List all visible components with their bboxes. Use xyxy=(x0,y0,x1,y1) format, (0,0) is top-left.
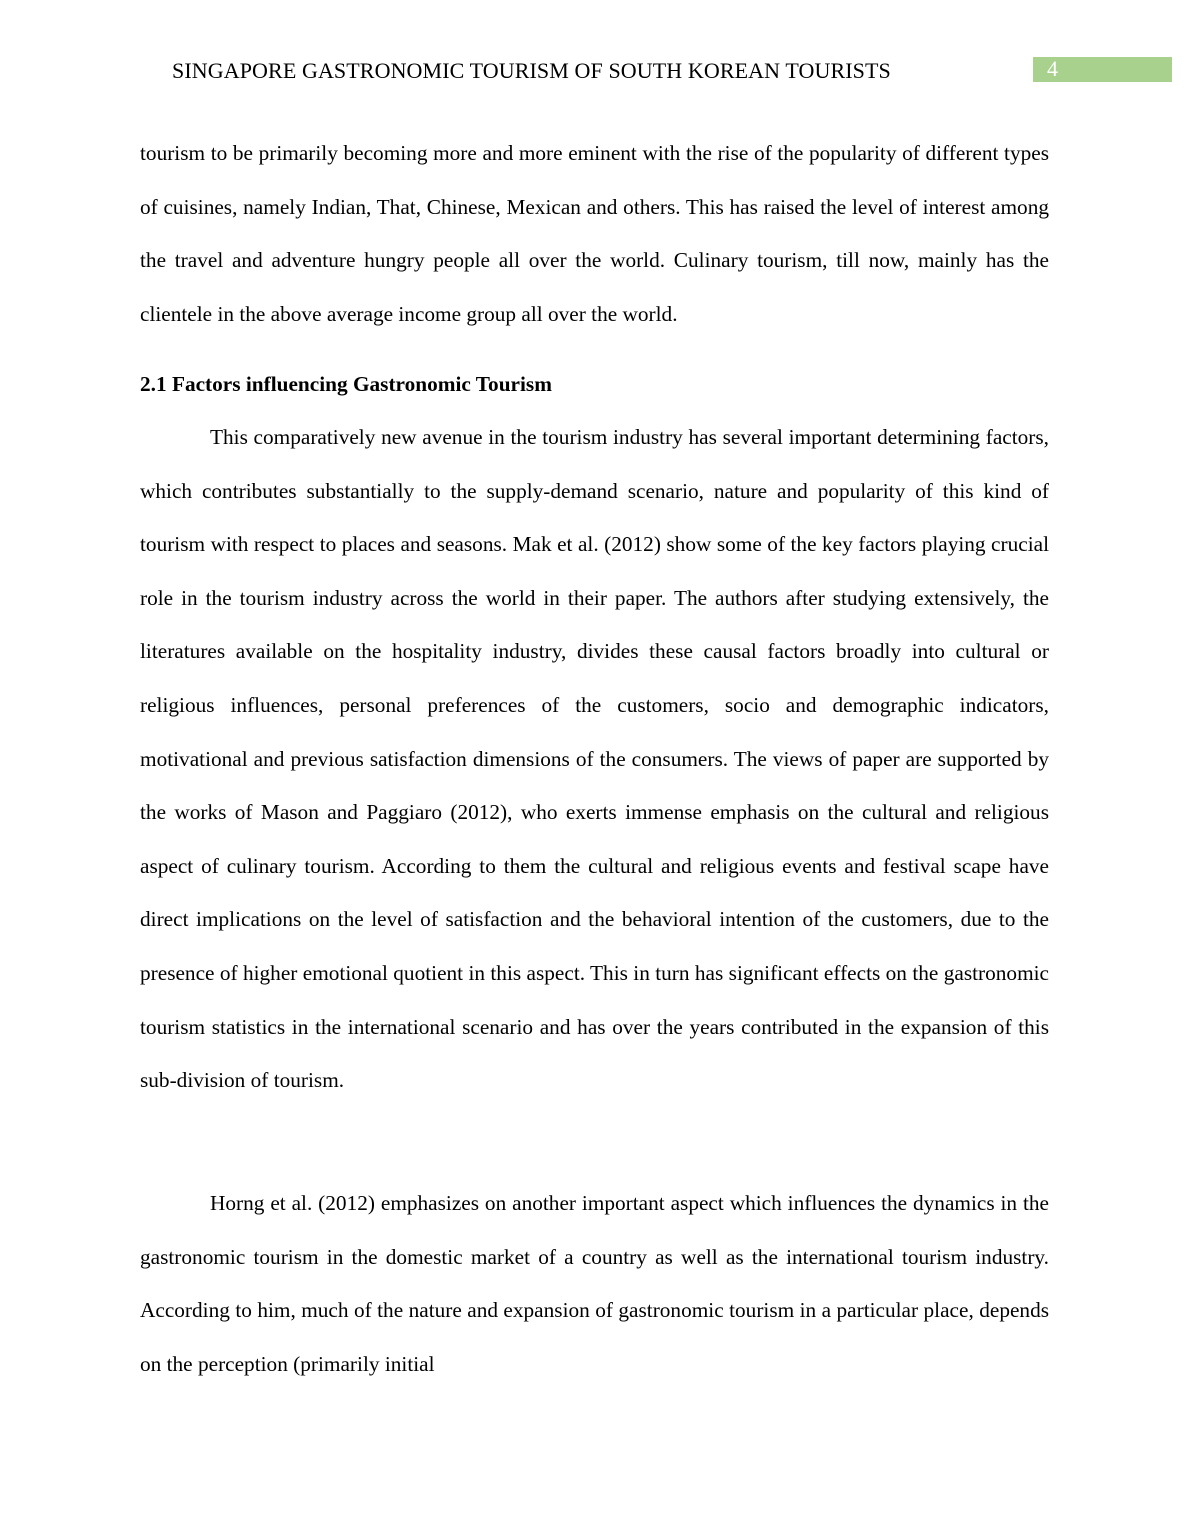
page-number: 4 xyxy=(1047,56,1058,81)
section-heading: 2.1 Factors influencing Gastronomic Tourism xyxy=(140,372,552,396)
page-number-badge xyxy=(1033,57,1172,82)
body-paragraph-1: tourism to be primarily becoming more and more eminent with the rise of the popularity of different types of cuisines, namely Indian, That, Chinese, Mexican and others. This has raised the level of interest among the travel and adventure hungry people all over the world. Culinary tourism, till now, mainly has the clientele in the above average income group all over the world. xyxy=(140,141,1049,326)
body-paragraph-2: This comparatively new avenue in the tourism industry has several important determining factors, which contributes substantially to the supply-demand scenario, nature and popularity of this kind of tourism with respect to places and seasons. Mak et al. (2012) show some of the key factors playing crucial role in the tourism industry across the world in their paper. The authors after studying extensively, the literatures available on the hospitality industry, divides these causal factors broadly into cultural or religious influences, personal preferences of the customers, socio and demographic indicators, motivational and previous satisfaction dimensions of the consumers. The views of paper are supported by the works of Mason and Paggiaro (2012), who exerts immense emphasis on the cultural and religious aspect of culinary tourism. According to them the cultural and religious events and festival scape have direct implications on the level of satisfaction and the behavioral intention of the customers, due to the presence of higher emotional quotient in this aspect. This in turn has significant effects on the gastronomic tourism statistics in the international scenario and has over the years contributed in the expansion of this sub-division of tourism. xyxy=(140,425,1049,1093)
running-header-title: SINGAPORE GASTRONOMIC TOURISM OF SOUTH KOREAN TOURISTS xyxy=(172,58,891,83)
body-paragraph-3: Horng et al. (2012) emphasizes on another important aspect which influences the dynamics in the gastronomic tourism in the domestic market of a country as well as the international tourism industry. According to him, much of the nature and expansion of gastronomic tourism in a particular place, depends on the perception (primarily initial xyxy=(140,1191,1049,1376)
